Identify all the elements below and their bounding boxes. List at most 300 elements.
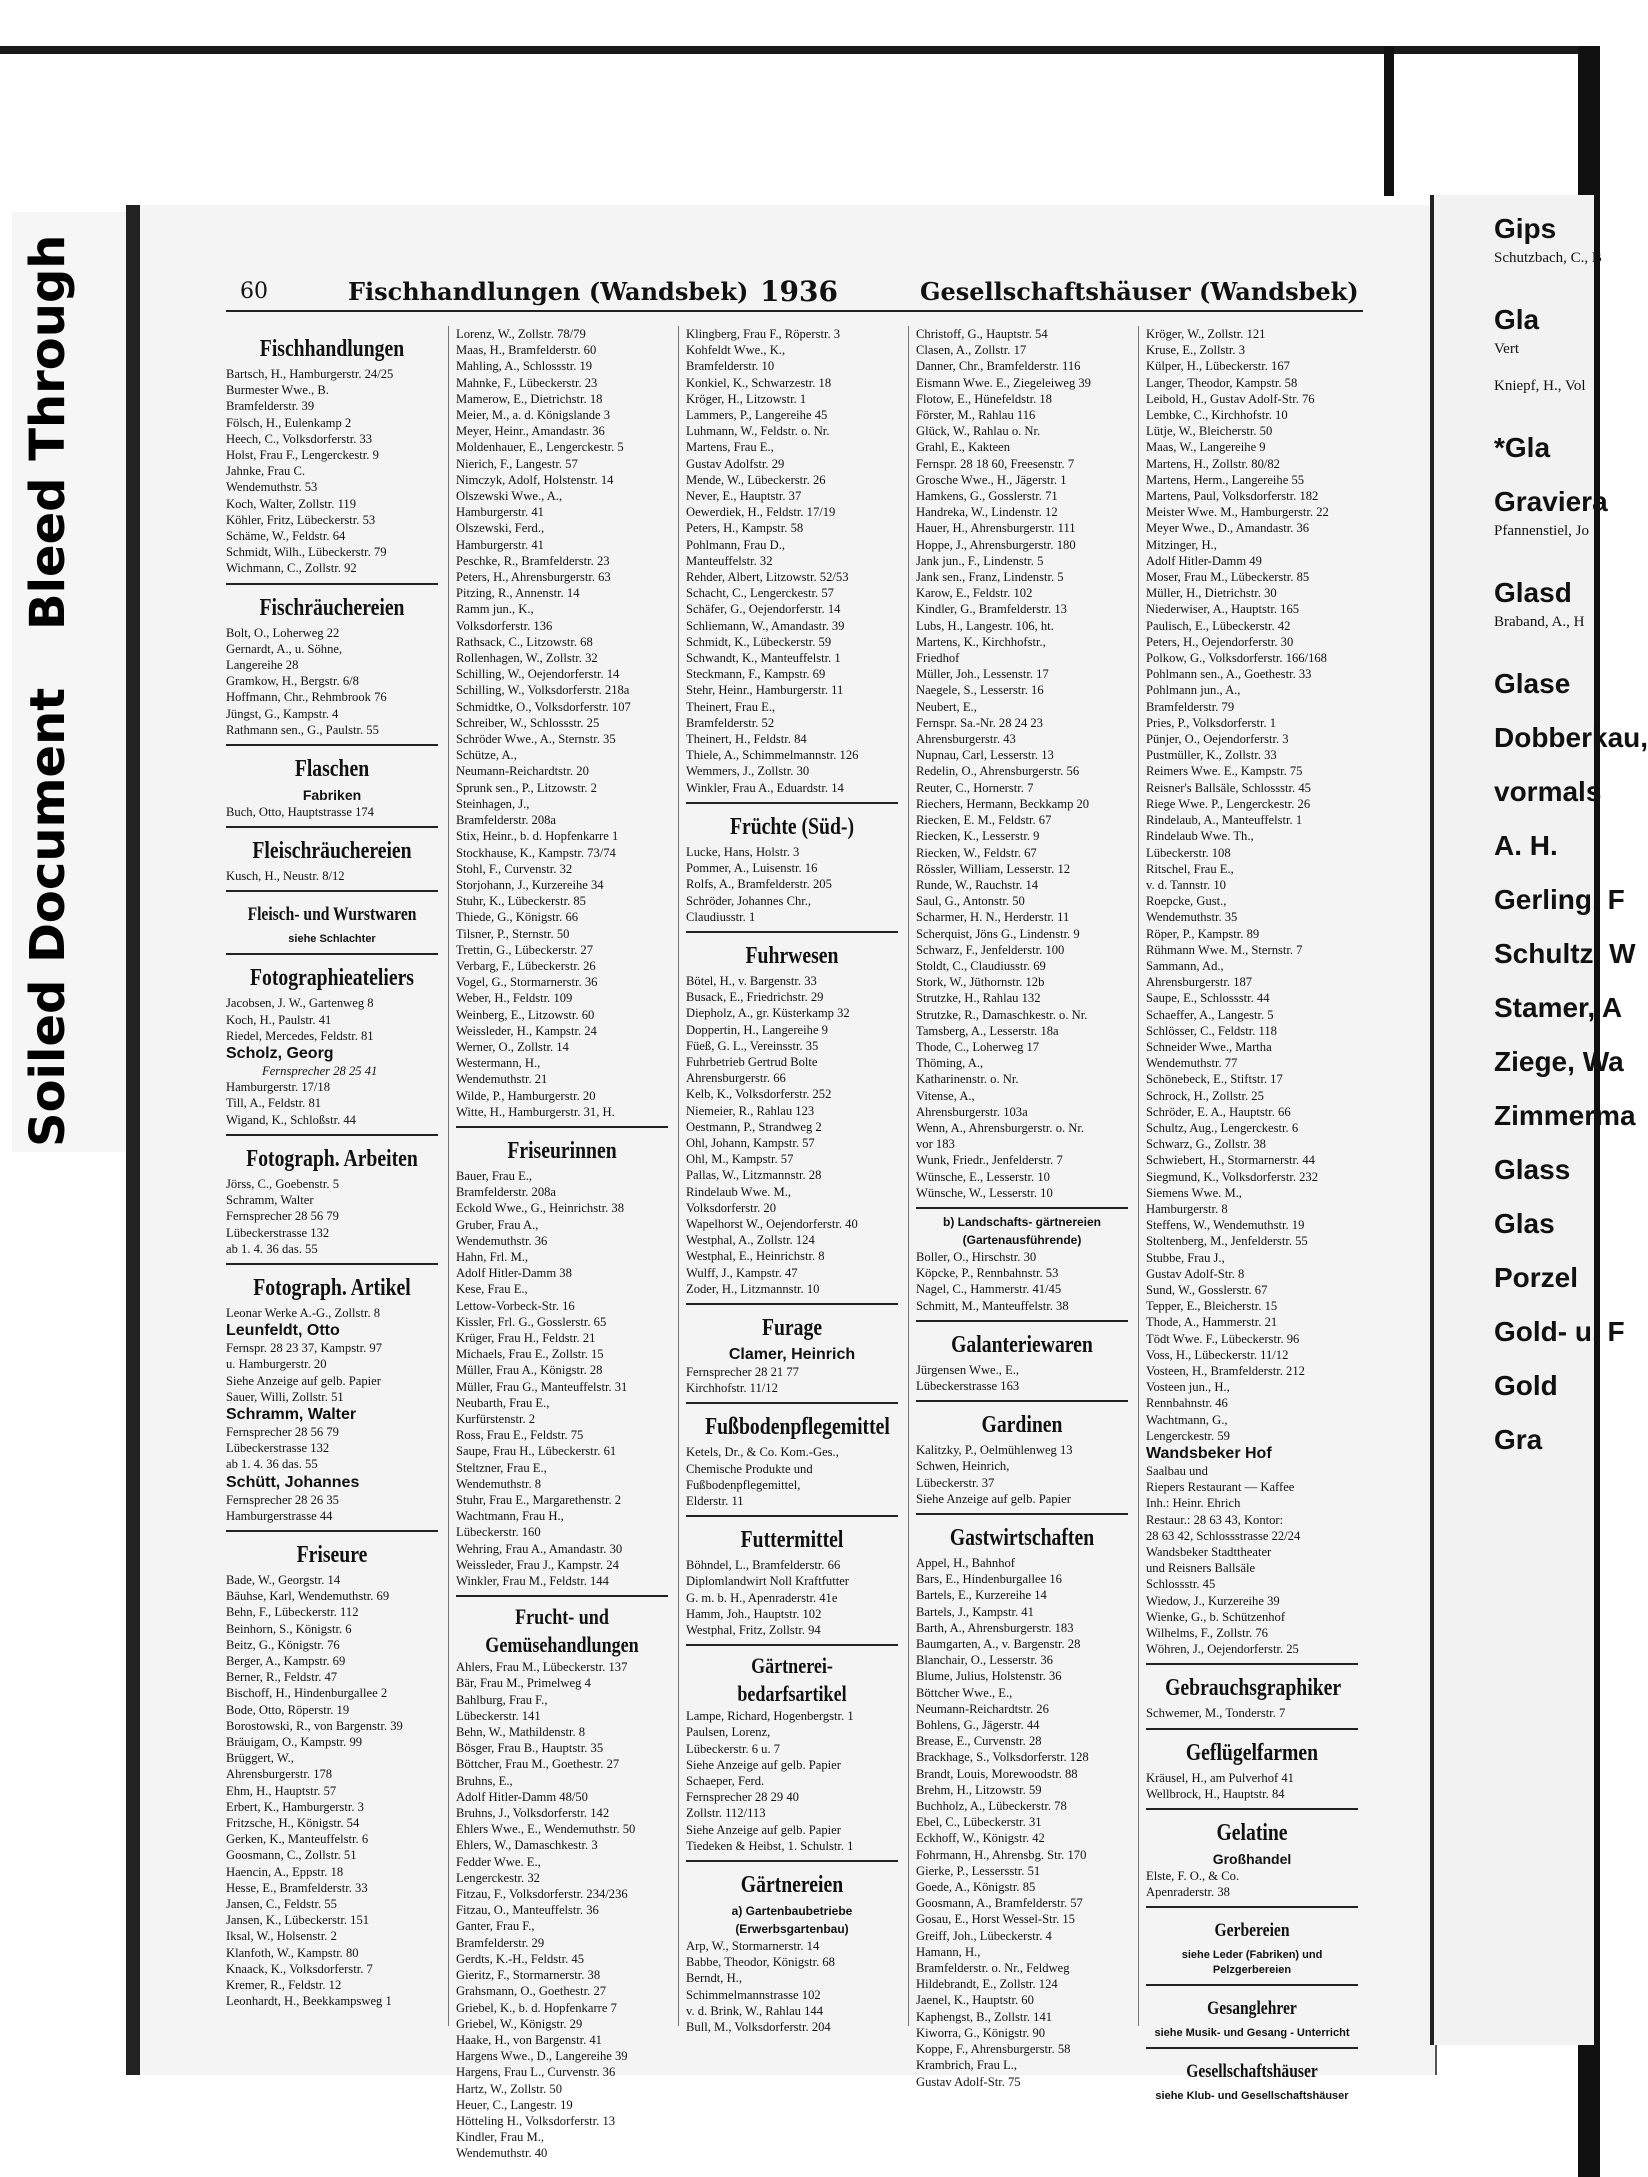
directory-entry: Martens, H., Zollstr. 80/82: [1146, 456, 1280, 471]
directory-entry: Bartels, E., Kurzereihe 14: [916, 1588, 1047, 1603]
directory-entry: Jaenel, K., Hauptstr. 60: [916, 1993, 1034, 2008]
section-rule: [916, 1207, 1128, 1209]
directory-entry: Fernspr. 28 18 60, Freesenstr. 7: [916, 456, 1075, 471]
category-heading: Futtermittel: [740, 1527, 844, 1554]
directory-entry: Hesse, E., Bramfelderstr. 33: [226, 1880, 368, 1895]
section-rule: [686, 1303, 898, 1305]
directory-entry: Maas, H., Bramfelderstr. 60: [456, 343, 597, 358]
directory-entry: Lengerckestr. 32: [456, 1870, 540, 1885]
header-rule: [226, 310, 1363, 312]
section-rule: [916, 1513, 1128, 1515]
directory-entry: Wellbrock, H., Hauptstr. 84: [1146, 1786, 1285, 1801]
directory-entry: Hoppe, J., Ahrensburgerstr. 180: [916, 537, 1076, 552]
directory-entry: Fitzau, O., Manteuffelstr. 36: [456, 1903, 599, 1918]
directory-entry: Lampe, Richard, Hogenbergstr. 1: [686, 1709, 854, 1724]
directory-entry: Iksal, W., Holsenstr. 2: [226, 1929, 337, 1944]
directory-entry: Goosmann, A., Bramfelderstr. 57: [916, 1896, 1083, 1911]
directory-entry: Steckmann, F., Kampstr. 69: [686, 667, 826, 682]
column-5: [1146, 326, 1358, 2103]
directory-entry: Bauer, Frau E.,: [456, 1168, 533, 1183]
section-rule: [686, 1644, 898, 1646]
directory-entry: Zoder, H., Litzmannstr. 10: [686, 1281, 820, 1296]
directory-entry: Mitzinger, H.,: [1146, 537, 1217, 552]
directory-entry: Gerdts, K.-H., Feldstr. 45: [456, 1951, 585, 1966]
directory-entry: Brease, E., Curvenstr. 28: [916, 1734, 1042, 1749]
category-heading: Früchte (Süd-): [729, 813, 855, 840]
directory-entry: Fernsprecher 28 56 79: [226, 1209, 339, 1224]
directory-entry: Wendemuthstr. 36: [456, 1233, 548, 1248]
column-1: [226, 326, 438, 2026]
directory-entry: Jacobsen, J. W., Gartenweg 8: [226, 996, 374, 1011]
directory-entry: Inh.: Heinr. Ehrich: [1146, 1496, 1241, 1511]
directory-entry: Goosmann, C., Zollstr. 51: [226, 1848, 357, 1863]
directory-entry: Köpcke, P., Rennbahnstr. 53: [916, 1266, 1059, 1281]
directory-entry: Wendemuthstr. 77: [1146, 1056, 1238, 1071]
directory-entry: Bramfelderstr. o. Nr., Feldweg: [916, 1961, 1070, 1976]
directory-entry: Fernsprecher 28 26 35: [226, 1492, 339, 1507]
directory-entry: Bolt, O., Loherweg 22: [226, 625, 340, 640]
directory-entry: Gustav Adolf-Str. 8: [1146, 1266, 1245, 1281]
category-heading: Gärtnerei- bedarfsartikel: [737, 1653, 847, 1707]
directory-entry: Riepers Restaurant — Kaffee: [1146, 1480, 1295, 1495]
column-4: [916, 326, 1128, 2089]
directory-entry: Grahl, E., Kakteen: [916, 440, 1011, 455]
directory-entry: Wendemuthstr. 53: [226, 480, 318, 495]
category-subheading: Großhandel: [1212, 1851, 1292, 1868]
directory-entry: v. d. Brink, W., Rahlau 144: [686, 2003, 824, 2018]
category-heading: Gardinen: [981, 1412, 1063, 1439]
directory-entry: Brackhage, S., Volksdorferstr. 128: [916, 1750, 1089, 1765]
entry-list: [916, 1442, 1128, 1507]
directory-entry: Verbarg, F., Lübeckerstr. 26: [456, 958, 596, 973]
directory-entry: Nagel, C., Hammerstr. 41/45: [916, 1282, 1062, 1297]
directory-entry: Fölsch, H., Eulenkamp 2: [226, 415, 352, 430]
adj-line: Pfannenstiel, Jo: [1494, 523, 1589, 539]
adj-heading: Glas: [1494, 1208, 1555, 1239]
category-heading: Gelatine: [1216, 1820, 1288, 1847]
directory-entry: Koch, H., Paulstr. 41: [226, 1012, 332, 1027]
directory-entry: Flotow, E., Hünefeldstr. 18: [916, 391, 1052, 406]
directory-entry: Ehlers Wwe., E., Wendemuthstr. 50: [456, 1822, 636, 1837]
directory-entry: Schilling, W., Volksdorferstr. 218a: [456, 683, 630, 698]
category-subheading: b) Landschafts- gärtnereien (Gartenausführende): [942, 1214, 1102, 1247]
directory-entry: Arp, W., Stormarnerstr. 14: [686, 1939, 820, 1954]
directory-entry: Kräusel, H., am Pulverhof 41: [1146, 1770, 1294, 1785]
directory-entry: ab 1. 4. 36 das. 55: [226, 1457, 318, 1472]
directory-entry: Fernsprecher 28 29 40: [686, 1790, 799, 1805]
entry-list: [226, 1079, 438, 1128]
directory-entry: Danner, Chr., Bramfelderstr. 116: [916, 359, 1081, 374]
directory-entry: Lammers, P., Langereihe 45: [686, 408, 828, 423]
directory-entry: Gruber, Frau A.,: [456, 1217, 539, 1232]
entry-list: [686, 973, 898, 1297]
directory-entry: Stuhr, Frau E., Margarethenstr. 2: [456, 1493, 622, 1508]
directory-entry: Berner, R., Feldstr. 47: [226, 1670, 338, 1685]
directory-entry: Wünsche, W., Lesserstr. 10: [916, 1185, 1053, 1200]
featured-entry: Wandsbeker Hof: [1146, 1445, 1272, 1463]
directory-entry: Bötel, H., v. Bargenstr. 33: [686, 973, 817, 988]
directory-entry: Tepper, E., Bleicherstr. 15: [1146, 1299, 1278, 1314]
directory-entry: Ahrensburgerstr. 66: [686, 1071, 786, 1086]
directory-entry: Thiede, G., Königstr. 66: [456, 910, 579, 925]
category-heading: Fischräuchereien: [259, 594, 405, 621]
directory-entry: Schwarz, F., Jenfelderstr. 100: [916, 942, 1065, 957]
directory-entry: u. Hamburgerstr. 20: [226, 1357, 327, 1372]
directory-entry: Fitzau, F., Volksdorferstr. 234/236: [456, 1887, 628, 1902]
directory-entry: Schreiber, W., Schlossstr. 25: [456, 715, 600, 730]
directory-entry: Naegele, S., Lesserstr. 16: [916, 683, 1044, 698]
directory-entry: Pünjer, O., Oejendorferstr. 3: [1146, 732, 1289, 747]
directory-entry: Lübeckerstrasse 132: [226, 1441, 330, 1456]
section-rule: [226, 1263, 438, 1265]
directory-entry: Mende, W., Lübeckerstr. 26: [686, 472, 826, 487]
directory-entry: Saalbau und: [1146, 1464, 1208, 1479]
directory-entry: Brandt, Louis, Morewoodstr. 88: [916, 1766, 1078, 1781]
category-heading: Fuhrwesen: [745, 942, 839, 969]
directory-entry: Krambrich, Frau L.,: [916, 2058, 1018, 2073]
directory-entry: Hamann, H.,: [916, 1944, 981, 1959]
category-heading: Gärtnereien: [740, 1872, 844, 1899]
directory-entry: Vitense, A.,: [916, 1088, 975, 1103]
directory-entry: und Reisners Ballsäle: [1146, 1561, 1256, 1576]
directory-entry: Bohlens, G., Jägerstr. 44: [916, 1718, 1040, 1733]
directory-entry: Kissler, Frl. G., Gosslerstr. 65: [456, 1314, 607, 1329]
directory-entry: Strutzke, H., Rahlau 132: [916, 991, 1041, 1006]
directory-entry: Saupe, E., Schlossstr. 44: [1146, 991, 1270, 1006]
directory-entry: Fernspr. 28 23 37, Kampstr. 97: [226, 1341, 383, 1356]
entry-list: [226, 1424, 438, 1473]
section-rule: [226, 826, 438, 828]
directory-entry: Schwandt, K., Manteuffelstr. 1: [686, 651, 841, 666]
section-rule: [1146, 2047, 1358, 2049]
directory-entry: Beinhorn, S., Königstr. 6: [226, 1621, 352, 1636]
directory-entry: Füeß, G. L., Vereinsstr. 35: [686, 1038, 819, 1053]
directory-entry: Martens, Frau E.,: [686, 440, 774, 455]
directory-entry: Eismann Wwe. E., Ziegeleiweg 39: [916, 375, 1091, 390]
directory-entry: Elste, F. O., & Co.: [1146, 1869, 1240, 1884]
section-rule: [686, 1515, 898, 1517]
directory-entry: Peschke, R., Bramfelderstr. 23: [456, 553, 610, 568]
category-heading: Geflügelfarmen: [1185, 1739, 1319, 1766]
directory-entry: Greiff, Joh., Lübeckerstr. 4: [916, 1928, 1052, 1943]
directory-entry: Pohlmann sen., A., Goethestr. 33: [1146, 667, 1312, 682]
directory-entry: Christoff, G., Hauptstr. 54: [916, 327, 1048, 341]
entry-list: [456, 326, 668, 1120]
directory-entry: Schönebeck, E., Stiftstr. 17: [1146, 1072, 1283, 1087]
directory-entry: Krüger, Frau H., Feldstr. 21: [456, 1330, 596, 1345]
directory-entry: Bräuigam, O., Kampstr. 99: [226, 1734, 363, 1749]
directory-entry: Wöhren, J., Oejendorferstr. 25: [1146, 1642, 1299, 1657]
directory-entry: Peters, H., Kampstr. 58: [686, 521, 804, 536]
adj-heading: Gold- u. F: [1494, 1316, 1625, 1347]
directory-entry: Lembke, C., Kirchhofstr. 10: [1146, 408, 1288, 423]
category-heading: Fotograph. Artikel: [253, 1274, 411, 1301]
category-heading: Fleischräuchereien: [252, 838, 412, 865]
directory-entry: Bösger, Frau B., Hauptstr. 35: [456, 1741, 604, 1756]
directory-entry: Wehring, Frau A., Amandastr. 30: [456, 1541, 623, 1556]
directory-entry: Meyer, Heinr., Amandastr. 36: [456, 424, 605, 439]
featured-entry: Schramm, Walter: [226, 1405, 357, 1423]
entry-list: [1146, 1770, 1358, 1802]
directory-entry: Mahnke, F., Lübeckerstr. 23: [456, 375, 598, 390]
directory-entry: Gieritz, F., Stormarnerstr. 38: [456, 1968, 601, 1983]
directory-entry: Martens, Herm., Langereihe 55: [1146, 472, 1305, 487]
featured-entry: Scholz, Georg: [226, 1045, 334, 1063]
directory-entry: Kurfürstenstr. 2: [456, 1412, 536, 1426]
directory-entry: Moser, Frau M., Lübeckerstr. 85: [1146, 570, 1310, 585]
directory-entry: Hamkens, G., Gosslerstr. 71: [916, 489, 1058, 504]
directory-entry: Lettow-Vorbeck-Str. 16: [456, 1298, 575, 1313]
directory-entry: Ohl, M., Kampstr. 57: [686, 1152, 794, 1167]
directory-entry: Bartsch, H., Hamburgerstr. 24/25: [226, 367, 394, 381]
directory-entry: Siehe Anzeige auf gelb. Papier: [916, 1491, 1071, 1506]
directory-entry: Wichmann, C., Zollstr. 92: [226, 561, 357, 576]
directory-entry: Heuer, C., Langestr. 19: [456, 2097, 573, 2112]
directory-entry: Lütje, W., Bleicherstr. 50: [1146, 424, 1273, 439]
directory-entry: Olszewski Wwe., A.,: [456, 489, 563, 504]
directory-entry: Sauer, Willi, Zollstr. 51: [226, 1389, 344, 1404]
directory-entry: Kindler, G., Bramfelderstr. 13: [916, 602, 1067, 617]
adj-heading: Schultz, W: [1494, 938, 1636, 969]
directory-entry: Gramkow, H., Bergstr. 6/8: [226, 674, 359, 689]
directory-entry: Schröder, E. A., Hauptstr. 66: [1146, 1104, 1291, 1119]
category-heading: Fischhandlungen: [259, 336, 405, 362]
directory-entry: Voss, H., Lübeckerstr. 11/12: [1146, 1347, 1289, 1362]
directory-entry: Blanchair, O., Lesserstr. 36: [916, 1653, 1053, 1668]
entry-list: [226, 1176, 438, 1257]
directory-entry: Peters, H., Ahrensburgerstr. 63: [456, 570, 611, 585]
directory-entry: Eckold Wwe., G., Heinrichstr. 38: [456, 1201, 624, 1216]
directory-entry: Hamburgerstr. 8: [1146, 1201, 1228, 1216]
directory-entry: Gosau, E., Horst Wessel-Str. 15: [916, 1912, 1075, 1927]
directory-entry: Kusch, H., Neustr. 8/12: [226, 869, 345, 884]
directory-entry: Riege Wwe. P., Lengerckestr. 26: [1146, 796, 1311, 811]
directory-entry: Nierich, F., Langestr. 57: [456, 456, 578, 471]
directory-entry: Stuhr, K., Lübeckerstr. 85: [456, 894, 586, 909]
directory-entry: Langer, Theodor, Kampstr. 58: [1146, 375, 1298, 390]
directory-entry: Theinert, H., Feldstr. 84: [686, 732, 807, 747]
directory-entry: Wachtmann, G.,: [1146, 1412, 1228, 1427]
directory-entry: Michaels, Frau E., Zollstr. 15: [456, 1347, 604, 1362]
directory-entry: Behn, W., Mathildenstr. 8: [456, 1725, 586, 1740]
directory-entry: Eckhoff, W., Königstr. 42: [916, 1831, 1045, 1846]
directory-entry: Borostowski, R., von Bargenstr. 39: [226, 1718, 403, 1733]
directory-entry: Ahrensburgerstr. 43: [916, 732, 1016, 747]
directory-entry: Martens, Paul, Volksdorferstr. 182: [1146, 489, 1319, 504]
directory-entry: Lübeckerstr. 6 u. 7: [686, 1741, 781, 1756]
directory-entry: Hartz, W., Zollstr. 50: [456, 2081, 562, 2096]
directory-entry: Langereihe 28: [226, 658, 299, 673]
directory-entry: Külper, H., Lübeckerstr. 167: [1146, 359, 1290, 374]
section-rule: [1146, 1808, 1358, 1810]
directory-entry: Riecken, E. M., Feldstr. 67: [916, 813, 1052, 828]
directory-entry: Rössler, William, Lesserstr. 12: [916, 861, 1071, 876]
directory-entry: G. m. b. H., Apenraderstr. 41e: [686, 1590, 838, 1605]
directory-entry: Adolf Hitler-Damm 49: [1146, 553, 1262, 568]
directory-entry: Schröder Wwe., A., Sternstr. 35: [456, 732, 616, 747]
adj-heading: Gra: [1494, 1424, 1543, 1455]
directory-entry: Gernardt, A., u. Söhne,: [226, 641, 343, 656]
directory-entry: Müller, Frau A., Königstr. 28: [456, 1363, 603, 1378]
directory-entry: Bär, Frau M., Primelweg 4: [456, 1676, 591, 1691]
directory-entry: Jürgensen Wwe., E.,: [916, 1362, 1020, 1377]
directory-entry: Manteuffelstr. 32: [686, 553, 773, 568]
directory-entry: Ahrensburgerstr. 187: [1146, 975, 1253, 990]
adj-heading: Graviera: [1494, 486, 1608, 517]
directory-entry: Diepholz, A., gr. Küsterkamp 32: [686, 1006, 850, 1021]
directory-entry: Jüngst, G., Kampstr. 4: [226, 706, 339, 721]
directory-entry: Röper, P., Kampstr. 89: [1146, 926, 1260, 941]
directory-entry: Scherquist, Jöns G., Lindenstr. 9: [916, 926, 1080, 941]
entry-list: [916, 326, 1128, 1201]
entry-list: [686, 1708, 898, 1854]
directory-entry: Peters, H., Oejendorferstr. 30: [1146, 634, 1294, 649]
section-rule: [456, 1126, 668, 1128]
adj-heading: Gla: [1494, 304, 1540, 335]
directory-entry: Restaur.: 28 63 43, Kontor:: [1146, 1512, 1284, 1527]
directory-entry: Barth, A., Ahrensburgerstr. 183: [916, 1620, 1074, 1635]
directory-entry: Schwemer, M., Tonderstr. 7: [1146, 1706, 1286, 1721]
adj-heading: Gips: [1494, 213, 1557, 244]
directory-entry: Leibold, H., Gustav Adolf-Str. 76: [1146, 391, 1315, 406]
year: 1936: [760, 275, 838, 308]
adj-heading: Dobberkau,: [1494, 722, 1648, 753]
directory-entry: Oestmann, P., Strandweg 2: [686, 1119, 822, 1134]
entry-list: [226, 625, 438, 738]
directory-entry: Nimczyk, Adolf, Holstenstr. 14: [456, 472, 614, 487]
directory-entry: Tamsberg, A., Lesserstr. 18a: [916, 1023, 1059, 1038]
directory-entry: Schilling, W., Oejendorferstr. 14: [456, 667, 620, 682]
directory-entry: Bade, W., Georgstr. 14: [226, 1572, 341, 1587]
adjacent-page: [1430, 195, 1648, 2045]
directory-entry: Busack, E., Friedrichstr. 29: [686, 990, 824, 1005]
directory-entry: Redelin, O., Ahrensburgerstr. 56: [916, 764, 1080, 779]
directory-entry: Sprunk sen., P., Litzowstr. 2: [456, 780, 597, 795]
directory-entry: Lorenz, W., Zollstr. 78/79: [456, 327, 586, 341]
directory-entry: Bramfelderstr. 79: [1146, 699, 1235, 714]
directory-entry: Brüggert, W.,: [226, 1751, 294, 1766]
directory-entry: Witte, H., Hamburgerstr. 31, H.: [456, 1104, 615, 1119]
directory-entry: Beitz, G., Königstr. 76: [226, 1637, 340, 1652]
directory-entry: Bramfelderstr. 29: [456, 1935, 545, 1950]
directory-entry: Heech, C., Volksdorferstr. 33: [226, 431, 373, 446]
entry-list: [1146, 1868, 1358, 1900]
column-divider: [678, 326, 679, 2026]
directory-entry: Pommer, A., Luisenstr. 16: [686, 861, 818, 876]
entry-list: [686, 1364, 898, 1396]
directory-entry: Stoldt, C., Claudiusstr. 69: [916, 958, 1046, 973]
directory-entry: Adolf Hitler-Damm 48/50: [456, 1789, 588, 1804]
directory-entry: Polkow, G., Volksdorferstr. 166/168: [1146, 651, 1327, 666]
directory-entry: v. d. Tannstr. 10: [1146, 877, 1226, 892]
directory-entry: Winkler, Frau M., Feldstr. 144: [456, 1574, 609, 1589]
directory-entry: Never, E., Hauptstr. 37: [686, 489, 802, 504]
directory-entry: Schaeper, Ferd.: [686, 1774, 765, 1789]
directory-entry: Wunk, Friedr., Jenfelderstr. 7: [916, 1153, 1063, 1168]
directory-entry: Runde, W., Rauchstr. 14: [916, 877, 1039, 892]
directory-entry: Steltzner, Frau E.,: [456, 1460, 547, 1475]
directory-entry: Doppertin, H., Langereihe 9: [686, 1022, 828, 1037]
directory-entry: Steinhagen, J.,: [456, 796, 530, 811]
directory-entry: Fritzsche, H., Königstr. 54: [226, 1815, 360, 1830]
directory-entry: Leonhardt, H., Beekkampsweg 1: [226, 1994, 392, 2009]
directory-entry: Rindelaub, A., Manteuffelstr. 1: [1146, 813, 1303, 828]
directory-entry: Friedhof: [916, 651, 960, 666]
directory-entry: Werner, O., Zollstr. 14: [456, 1039, 569, 1054]
directory-entry: Jansen, K., Lübeckerstr. 151: [226, 1913, 370, 1928]
directory-entry: Böhndel, L., Bramfelderstr. 66: [686, 1558, 841, 1573]
directory-entry: Böttcher, Frau M., Goethestr. 27: [456, 1757, 620, 1772]
directory-entry: Hamburgerstr. 41: [456, 537, 544, 552]
directory-entry: Niemeier, R., Rahlau 123: [686, 1103, 815, 1118]
directory-entry: Wienke, G., b. Schützenhof: [1146, 1609, 1286, 1624]
directory-entry: Wachtmann, Frau H.,: [456, 1509, 564, 1524]
directory-entry: Schröder, Johannes Chr.,: [686, 893, 812, 908]
directory-entry: Gustav Adolfstr. 29: [686, 456, 785, 471]
directory-entry: Kohfeldt Wwe., K.,: [686, 343, 786, 358]
directory-entry: Müller, H., Dietrichstr. 30: [1146, 586, 1277, 601]
directory-entry: Meister Wwe. M., Hamburgerstr. 22: [1146, 505, 1329, 520]
directory-entry: Kalitzky, P., Oelmühlenweg 13: [916, 1443, 1073, 1458]
directory-entry: Lübeckerstr. 141: [456, 1708, 541, 1723]
directory-entry: Westphal, Fritz, Zollstr. 94: [686, 1623, 821, 1637]
directory-entry: Rehder, Albert, Litzowstr. 52/53: [686, 570, 849, 585]
directory-entry: Ehlers, W., Damaschkestr. 3: [456, 1838, 598, 1853]
directory-entry: Wendemuthstr. 21: [456, 1072, 548, 1087]
directory-entry: Maas, W., Langereihe 9: [1146, 440, 1266, 455]
directory-entry: Volksdorferstr. 136: [456, 618, 553, 633]
directory-entry: Lübeckerstr. 37: [916, 1475, 995, 1490]
directory-entry: Weissleder, H., Kampstr. 24: [456, 1023, 597, 1038]
directory-entry: Ehm, H., Hauptstr. 57: [226, 1783, 337, 1798]
directory-entry: Rolfs, A., Bramfelderstr. 205: [686, 877, 832, 892]
directory-entry: Hargens Wwe., D., Langereihe 39: [456, 2049, 628, 2064]
adj-heading: Stamer, A: [1494, 992, 1623, 1023]
directory-entry: Lucke, Hans, Holstr. 3: [686, 844, 800, 859]
directory-entry: Jank jun., F., Lindenstr. 5: [916, 553, 1044, 568]
directory-entry: Bruhns, E.,: [456, 1773, 513, 1788]
entry-list: [226, 804, 438, 820]
directory-entry: Lübeckerstr. 160: [456, 1525, 541, 1540]
adj-line: Schutzbach, C., B: [1494, 250, 1602, 266]
section-rule: [1146, 1984, 1358, 1986]
directory-entry: Wendemuthstr. 35: [1146, 910, 1238, 925]
directory-entry: Steffens, W., Wendemuthstr. 19: [1146, 1218, 1305, 1233]
directory-entry: Hauer, H., Ahrensburgerstr. 111: [916, 521, 1076, 536]
directory-entry: Wilhelms, F., Zollstr. 76: [1146, 1626, 1268, 1641]
entry-list: [916, 1249, 1128, 1314]
category-heading: Gastwirtschaften: [949, 1525, 1095, 1551]
directory-entry: Koch, Walter, Zollstr. 119: [226, 496, 356, 511]
cross-reference: siehe Leder (Fabriken) und Pelzgerbereien: [1181, 1949, 1323, 1977]
featured-entry: Clamer, Heinrich: [728, 1345, 856, 1363]
directory-entry: Burmester Wwe., B.: [226, 383, 329, 398]
directory-entry: Bartels, J., Kampstr. 41: [916, 1604, 1034, 1619]
directory-entry: Wulff, J., Kampstr. 47: [686, 1265, 798, 1280]
directory-entry: Pallas, W., Litzmannstr. 28: [686, 1168, 822, 1183]
entry-list: [226, 1572, 438, 2009]
directory-entry: Kindler, Frau M.,: [456, 2130, 544, 2145]
entry-list: [1146, 1463, 1358, 1657]
adj-heading: vormals: [1494, 776, 1602, 807]
directory-entry: Olszewski, Ferd.,: [456, 521, 545, 536]
directory-entry: Thode, A., Hammerstr. 21: [1146, 1315, 1278, 1330]
entry-list: [686, 1444, 898, 1509]
directory-entry: Saul, G., Antonstr. 50: [916, 894, 1025, 909]
directory-entry: Scharmer, H. N., Herderstr. 11: [916, 910, 1070, 925]
directory-entry: Hoffmann, Chr., Rehmbrook 76: [226, 690, 387, 705]
directory-entry: Schäme, W., Feldstr. 64: [226, 529, 346, 544]
